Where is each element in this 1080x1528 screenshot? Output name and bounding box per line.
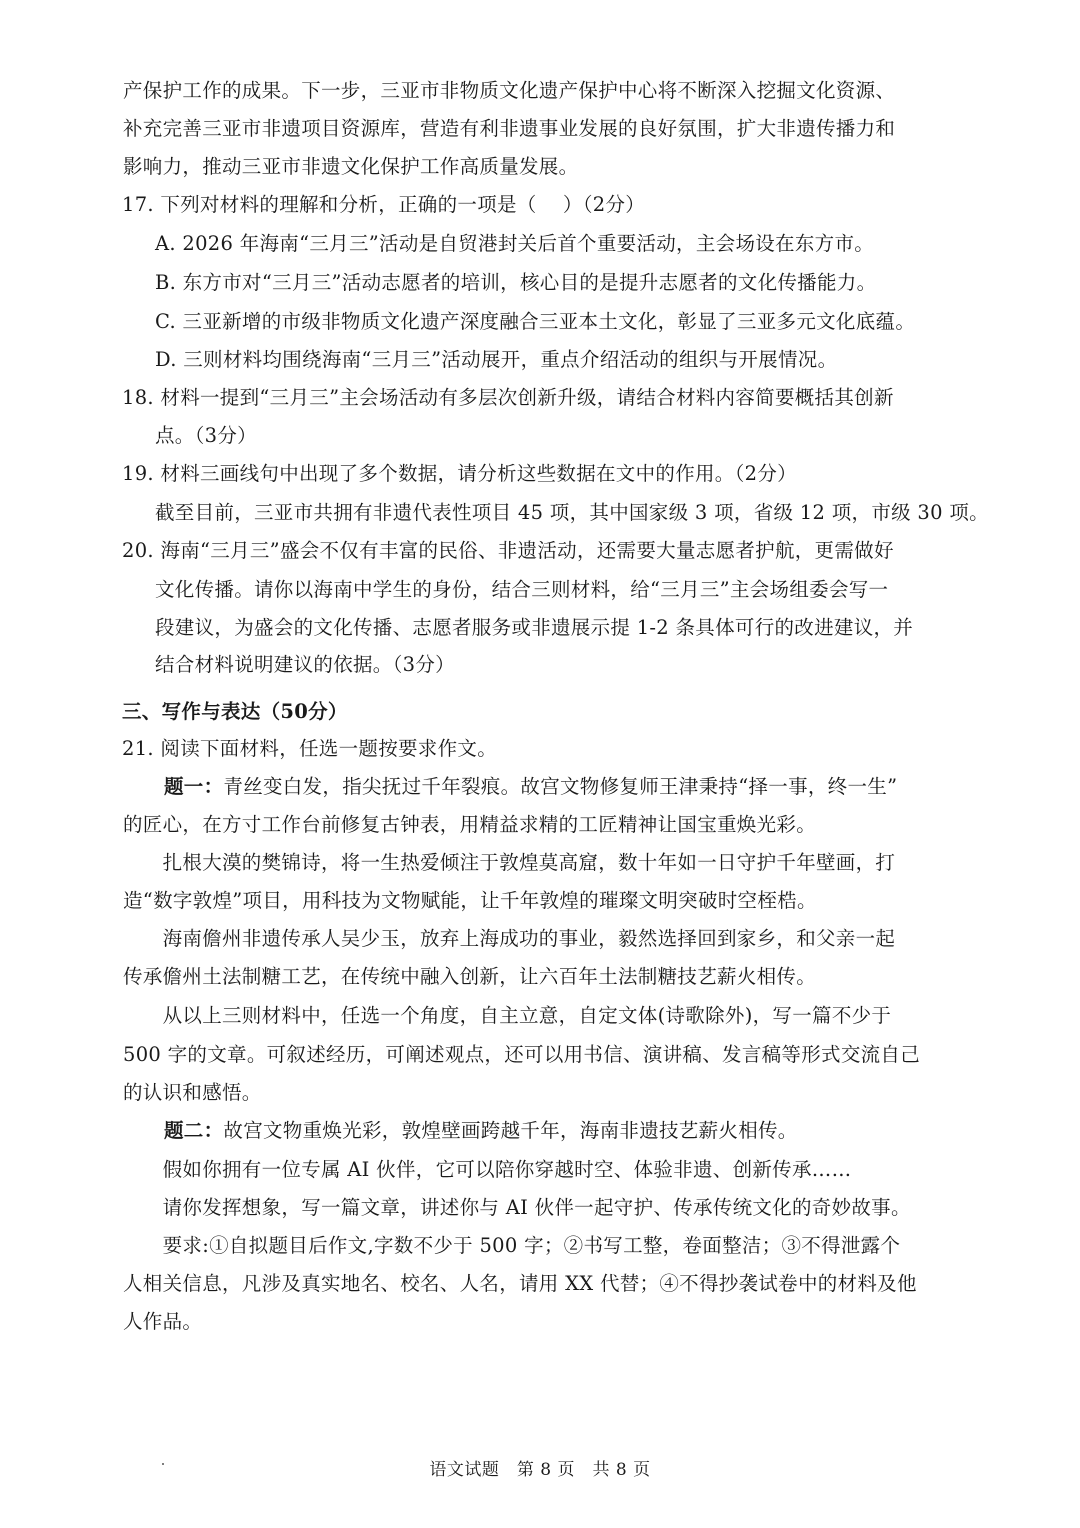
q20-line-3: 段建议，为盛会的文化传播、志愿者服务或非遗展示提 1-2 条具体可行的改进建议，并 [155,616,914,639]
topic1-line-3: 扎根大漠的樊锦诗，将一生热爱倾注于敦煌莫高窟，数十年如一日守护千年壁画，打 [123,851,896,874]
topic1-line-4: 造“数字敦煌”项目，用科技为文物赋能，让千年敦煌的璀璨文明突破时空桎梏。 [123,889,817,912]
material-tail-line-1: 产保护工作的成果。下一步，三亚市非物质文化遗产保护中心将不断深入挖掘文化资源、 [123,79,896,102]
topic1-line-8: 500 字的文章。可叙述经历，可阐述观点，还可以用书信、演讲稿、发言稿等形式交流自己 [123,1043,921,1066]
topic2-label: 题二： [164,1119,224,1142]
q21-stem: 21. 阅读下面材料，任选一题按要求作文。 [122,737,498,760]
topic2-first-line [164,1116,798,1146]
topic1-line-2: 的匠心，在方寸工作台前修复古钟表，用精益求精的工匠精神让国宝重焕光彩。 [123,813,817,836]
topic1-first-line [164,772,897,802]
topic1-line-7: 从以上三则材料中，任选一个角度，自主立意，自定文体(诗歌除外)，写一篇不少于 [123,1004,892,1027]
q18-line-2: 点。（3分） [155,424,257,447]
topic1-label: 题一： [164,775,224,798]
topic2-line-2: 假如你拥有一位专属 AI 伙伴，它可以陪你穿越时空、体验非遗、创新传承…… [123,1158,852,1181]
section-title: 三、写作与表达（50分） [122,700,348,723]
topic2-line-3: 请你发挥想象，写一篇文章，讲述你与 AI 伙伴一起守护、传承传统文化的奇妙故事。 [123,1196,911,1219]
q20-line-1: 20. 海南“三月三”盛会不仅有丰富的民俗、非遗活动，还需要大量志愿者护航，更需做好 [122,539,894,562]
requirements-line-2: 人相关信息，凡涉及真实地名、校名、人名，请用 XX 代替；④不得抄袭试卷中的材料及他 [123,1272,917,1295]
q20-line-2: 文化传播。请你以海南中学生的身份，结合三则材料，给“三月三”主会场组委会写一 [155,578,889,601]
q17-option-d: D. 三则材料均围绕海南“三月三”活动展开，重点介绍活动的组织与开展情况。 [155,348,838,371]
q19-stem: 19. 材料三画线句中出现了多个数据，请分析这些数据在文中的作用。（2分） [122,462,797,485]
q17-option-b: B. 东方市对“三月三”活动志愿者的培训，核心目的是提升志愿者的文化传播能力。 [155,271,877,294]
topic1-first-text: 青丝变白发，指尖抚过千年裂痕。故宫文物修复师王津秉持“择一事，终一生” [223,775,898,798]
requirements-line-1: 要求:①自拟题目后作文,字数不少于 500 字；②书写工整，卷面整洁；③不得泄露个 [123,1234,901,1257]
q17-option-a: A. 2026 年海南“三月三”活动是自贸港封关后首个重要活动，主会场设在东方市。 [155,232,875,255]
material-tail-line-2: 补充完善三亚市非遗项目资源库，营造有利非遗事业发展的良好氛围，扩大非遗传播力和 [123,117,896,140]
topic1-line-6: 传承儋州土法制糖工艺，在传统中融入创新，让六百年土法制糖技艺薪火相传。 [123,965,817,988]
q20-line-4: 结合材料说明建议的依据。（3分） [155,653,455,676]
q18-line-1: 18. 材料一提到“三月三”主会场活动有多层次创新升级，请结合材料内容简要概括其创新 [122,386,894,409]
page-footer: 语文试题 第 8 页 共 8 页 [429,1460,651,1480]
requirements-line-3: 人作品。 [123,1310,203,1333]
topic1-line-9: 的认识和感悟。 [123,1081,262,1104]
q19-quote: 截至目前，三亚市共拥有非遗代表性项目 45 项，其中国家级 3 项，省级 12 项，市级 30 项。 [155,501,989,524]
material-tail-line-3: 影响力，推动三亚市非遗文化保护工作高质量发展。 [123,155,579,178]
topic1-line-5: 海南儋州非遗传承人吴少玉，放弃上海成功的事业，毅然选择回到家乡，和父亲一起 [123,927,896,950]
q17-option-c: C. 三亚新增的市级非物质文化遗产深度融合三亚本土文化，彰显了三亚多元文化底蕴。 [155,310,916,333]
topic2-first-text: 故宫文物重焕光彩，敦煌壁画跨越千年，海南非遗技艺薪火相传。 [223,1119,798,1142]
q17-stem: 17. 下列对材料的理解和分析，正确的一项是（ ）（2分） [122,193,646,216]
